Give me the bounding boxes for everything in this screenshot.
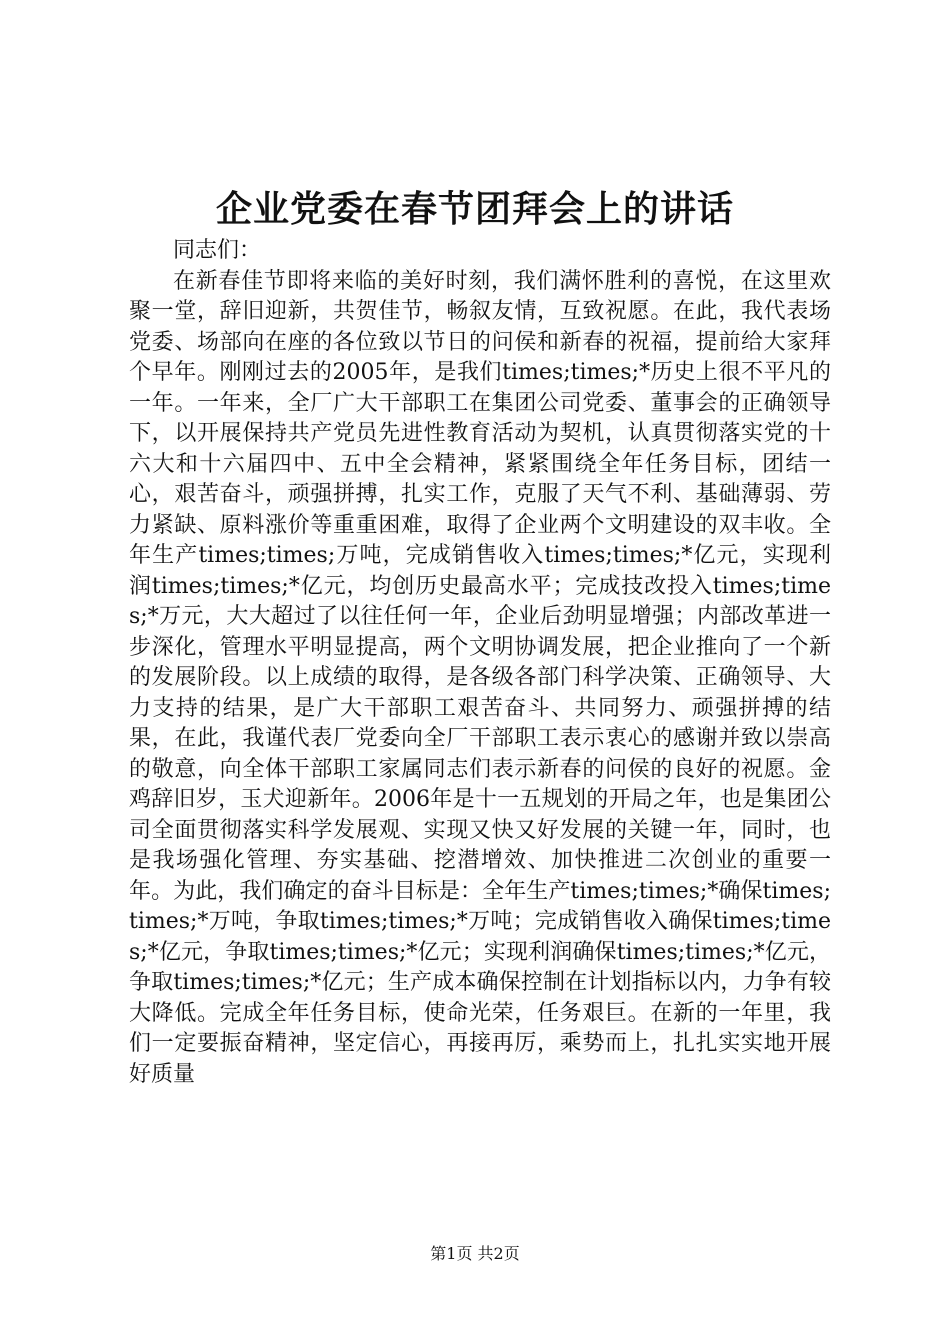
salutation: 同志们：: [173, 238, 262, 263]
document-body: [129, 236, 831, 1090]
page-number: 第1页 共2页: [430, 1244, 520, 1263]
document-title: 企业党委在春节团拜会上的讲话: [215, 188, 734, 230]
body-paragraph: 在新春佳节即将来临的美好时刻，我们满怀胜利的喜悦，在这里欢聚一堂，辞旧迎新，共贺佳节，畅叙友情，互致祝愿。在此，我代表场党委、场部向在座的各位致以节日的问侯和新春的祝福，提前给大家拜个早年。刚刚过去的2005年，是我们times;times;*历史上很不平凡的一年。一年来，全厂广大干部职工在集团公司党委、董事会的正确领导下，以开展保持共产党员先进性教育活动为契机，认真贯彻落实党的十六大和十六届四中、五中全会精神，紧紧围绕全年任务目标，团结一心，艰苦奋斗，顽强拼搏，扎实工作，克服了天气不利、基础薄弱、劳力紧缺、原料涨价等重重困难，取得了企业两个文明建设的双丰收。全年生产times;times;万吨，完成销售收入times;times;*亿元，实现利润times;times;*亿元，均创历史最高水平；完成技改投入times;times;*万元，大大超过了以往任何一年，企业后劲明显增强；内部改革进一步深化，管理水平明显提高，两个文明协调发展，把企业推向了一个新的发展阶段。以上成绩的取得，是各级各部门科学决策、正确领导、大力支持的结果，是广大干部职工艰苦奋斗、共同努力、顽强拼搏的结果，在此，我谨代表厂党委向全厂干部职工表示衷心的感谢并致以崇高的敬意，向全体干部职工家属同志们表示新春的问侯的良好的祝愿。金鸡辞旧岁，玉犬迎新年。2006年是十一五规划的开局之年，也是集团公司全面贯彻落实科学发展观、实现又快又好发展的关键一年，同时，也是我场强化管理、夯实基础、挖潜增效、加快推进二次创业的重要一年。为此，我们确定的奋斗目标是：全年生产times;times;*确保times;times;*万吨，争取times;times;*万吨；完成销售收入确保times;times;*亿元，争取times;times;*亿元；实现利润确保times;times;*亿元，争取times;times;*亿元；生产成本确保控制在计划指标以内，力争有较大降低。完成全年任务目标，使命光荣，任务艰巨。在新的一年里，我们一定要振奋精神，坚定信心，再接再厉，乘势而上，扎扎实实地开展好质量: [129, 268, 831, 1087]
